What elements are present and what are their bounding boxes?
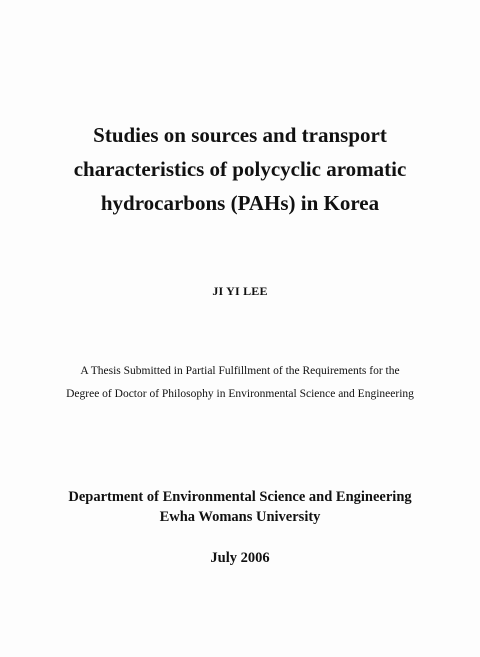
department-block [20,487,460,527]
thesis-title-line: Studies on sources and transport [93,123,387,147]
author-name: JI YI LEE [212,284,268,298]
department-name: Department of Environmental Science and Engineering [68,489,412,505]
submission-date: July 2006 [210,550,270,566]
thesis-title [40,118,440,220]
university-name: Ewha Womans University [159,509,321,525]
thesis-title-line: hydrocarbons (PAHs) in Korea [100,191,380,215]
submission-statement-line: A Thesis Submitted in Partial Fulfillment of the Requirements for the [80,365,400,377]
submission-statement-line: Degree of Doctor of Philosophy in Environmental Science and Engineering [66,388,414,400]
submission-statement [30,360,450,406]
thesis-title-line: characteristics of polycyclic aromatic [73,157,407,181]
